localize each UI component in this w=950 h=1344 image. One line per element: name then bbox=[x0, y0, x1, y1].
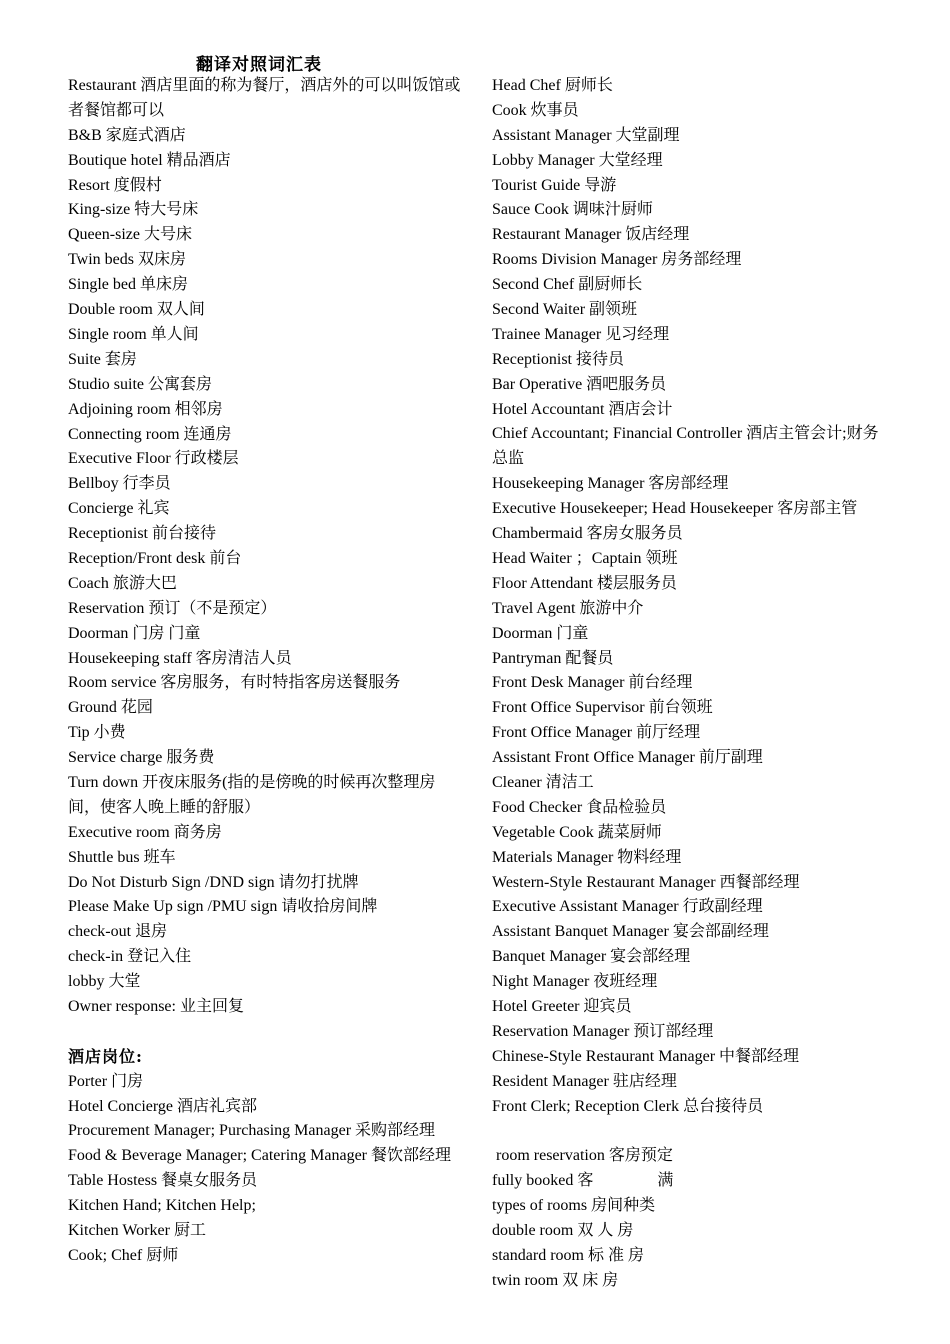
right-column bbox=[492, 74, 887, 1294]
section-heading-positions: 酒店岗位: bbox=[68, 1046, 143, 1066]
term-line: Coach 旅游大巴 bbox=[68, 574, 177, 592]
position-line: Cleaner 清洁工 bbox=[492, 773, 594, 791]
position-line: Sauce Cook 调味汁厨师 bbox=[492, 201, 653, 219]
term-line: B&B 家庭式酒店 bbox=[68, 126, 186, 144]
term-line: Twin beds 双床房 bbox=[68, 251, 186, 269]
term-line: Connecting room 连通房 bbox=[68, 425, 232, 443]
term-line: Restaurant 酒店里面的称为餐厅，酒店外的可以叫饭馆或者餐馆都可以 bbox=[68, 77, 461, 119]
term-line: Queen-size 大号床 bbox=[68, 226, 192, 244]
position-line: Executive Assistant Manager 行政副经理 bbox=[492, 898, 763, 916]
position-line: Procurement Manager; Purchasing Manager 采购部经理 bbox=[68, 1122, 436, 1140]
term-line: Service charge 服务费 bbox=[68, 749, 215, 767]
position-line: Kitchen Hand; Kitchen Help; bbox=[68, 1197, 256, 1215]
position-line: Hotel Concierge 酒店礼宾部 bbox=[68, 1097, 258, 1115]
reservation-term-line: room reservation 客房预定 bbox=[492, 1147, 673, 1165]
position-line: Executive Housekeeper; Head Housekeeper 客房部主管 bbox=[492, 500, 858, 518]
position-line: Lobby Manager 大堂经理 bbox=[492, 151, 663, 169]
position-line: Doorman 门童 bbox=[492, 624, 589, 642]
term-line: lobby 大堂 bbox=[68, 973, 141, 991]
position-line: Porter 门房 bbox=[68, 1072, 144, 1090]
reservation-term-line: types of rooms 房间种类 bbox=[492, 1197, 656, 1215]
position-line: Hotel Accountant 酒店会计 bbox=[492, 400, 673, 418]
position-line: Cook; Chef 厨师 bbox=[68, 1246, 179, 1264]
position-line: Housekeeping Manager 客房部经理 bbox=[492, 475, 729, 493]
term-line: Studio suite 公寓套房 bbox=[68, 375, 213, 393]
blank-line bbox=[492, 1119, 887, 1144]
term-line: Concierge 礼宾 bbox=[68, 500, 170, 518]
term-line: Single room 单人间 bbox=[68, 325, 199, 343]
term-line: Suite 套房 bbox=[68, 350, 137, 368]
position-line: Resident Manager 驻店经理 bbox=[492, 1072, 677, 1090]
position-line: Second Waiter 副领班 bbox=[492, 301, 638, 319]
blank-line bbox=[68, 1020, 463, 1045]
position-line: Assistant Front Office Manager 前厅副理 bbox=[492, 749, 763, 767]
term-line: Receptionist 前台接待 bbox=[68, 525, 216, 543]
reservation-term-line: twin room 双 床 房 bbox=[492, 1271, 619, 1289]
term-line: Bellboy 行李员 bbox=[68, 475, 171, 493]
term-line: Do Not Disturb Sign /DND sign 请勿打扰牌 bbox=[68, 873, 359, 891]
term-line: check-out 退房 bbox=[68, 923, 168, 941]
position-line: Second Chef 副厨师长 bbox=[492, 276, 643, 294]
position-line: Front Office Manager 前厅经理 bbox=[492, 724, 701, 742]
term-line: Double room 双人间 bbox=[68, 301, 205, 319]
term-line: Reservation 预订（不是预定） bbox=[68, 599, 277, 617]
position-line: Receptionist 接待员 bbox=[492, 350, 624, 368]
position-line: Banquet Manager 宴会部经理 bbox=[492, 948, 691, 966]
term-line: Ground 花园 bbox=[68, 699, 153, 717]
term-line: Owner response: 业主回复 bbox=[68, 998, 244, 1016]
term-line: Single bed 单床房 bbox=[68, 276, 188, 294]
term-line: Adjoining room 相邻房 bbox=[68, 400, 223, 418]
reservation-term-line: double room 双 人 房 bbox=[492, 1222, 634, 1239]
position-line: Table Hostess 餐桌女服务员 bbox=[68, 1172, 258, 1190]
term-line: Housekeeping staff 客房清洁人员 bbox=[68, 649, 292, 667]
term-line: check-in 登记入住 bbox=[68, 948, 192, 966]
position-line: Trainee Manager 见习经理 bbox=[492, 325, 670, 343]
term-line: Executive Floor 行政楼层 bbox=[68, 450, 239, 468]
position-line: Cook 炊事员 bbox=[492, 101, 579, 119]
position-line: Materials Manager 物料经理 bbox=[492, 848, 682, 866]
position-line: Rooms Division Manager 房务部经理 bbox=[492, 251, 742, 269]
reservation-term-line: standard room 标 准 房 bbox=[492, 1246, 644, 1264]
position-line: Assistant Manager 大堂副理 bbox=[492, 126, 680, 144]
reservation-term-line: fully booked 客 满 bbox=[492, 1172, 674, 1190]
position-line: Night Manager 夜班经理 bbox=[492, 973, 658, 991]
left-column bbox=[68, 74, 463, 1269]
term-line: Boutique hotel 精品酒店 bbox=[68, 151, 231, 169]
position-line: Travel Agent 旅游中介 bbox=[492, 599, 644, 617]
term-line: Reception/Front desk 前台 bbox=[68, 549, 242, 567]
position-line: Reservation Manager 预订部经理 bbox=[492, 1022, 714, 1040]
position-line: Head Chef 厨师长 bbox=[492, 77, 613, 94]
position-line: Kitchen Worker 厨工 bbox=[68, 1222, 206, 1240]
term-line: Room service 客房服务，有时特指客房送餐服务 bbox=[68, 674, 401, 692]
position-line: Tourist Guide 导游 bbox=[492, 176, 617, 194]
page-title: 翻译对照词汇表 bbox=[196, 55, 322, 75]
position-line: Chinese-Style Restaurant Manager 中餐部经理 bbox=[492, 1047, 800, 1065]
position-line: Assistant Banquet Manager 宴会部副经理 bbox=[492, 923, 769, 941]
position-line: Food & Beverage Manager; Catering Manager 餐饮部经理 bbox=[68, 1147, 452, 1165]
term-line: King-size 特大号床 bbox=[68, 201, 199, 219]
term-line: Doorman 门房 门童 bbox=[68, 624, 201, 642]
position-line: Floor Attendant 楼层服务员 bbox=[492, 574, 677, 592]
term-line: Executive room 商务房 bbox=[68, 823, 222, 841]
position-line: Front Office Supervisor 前台领班 bbox=[492, 699, 713, 717]
position-line: Front Desk Manager 前台经理 bbox=[492, 674, 693, 692]
position-line: Western-Style Restaurant Manager 西餐部经理 bbox=[492, 873, 800, 891]
position-line: Restaurant Manager 饭店经理 bbox=[492, 226, 690, 244]
term-line: Shuttle bus 班车 bbox=[68, 848, 176, 866]
position-line: Bar Operative 酒吧服务员 bbox=[492, 375, 667, 393]
position-line: Vegetable Cook 蔬菜厨师 bbox=[492, 823, 662, 841]
position-line: Hotel Greeter 迎宾员 bbox=[492, 997, 632, 1015]
position-line: Front Clerk; Reception Clerk 总台接待员 bbox=[492, 1097, 764, 1115]
term-line: Tip 小费 bbox=[68, 724, 126, 742]
term-line: Resort 度假村 bbox=[68, 176, 162, 194]
term-line: Please Make Up sign /PMU sign 请收拾房间牌 bbox=[68, 898, 378, 916]
position-line: Food Checker 食品检验员 bbox=[492, 798, 667, 816]
position-line: Chief Accountant; Financial Controller 酒店主管会计;财务总监 bbox=[492, 425, 879, 468]
position-line: Head Waiter ；Captain 领班 bbox=[492, 549, 678, 567]
term-line: Turn down 开夜床服务(指的是傍晚的时候再次整理房间，使客人晚上睡的舒服） bbox=[68, 773, 436, 816]
position-line: Pantryman 配餐员 bbox=[492, 649, 614, 667]
position-line: Chambermaid 客房女服务员 bbox=[492, 525, 683, 543]
